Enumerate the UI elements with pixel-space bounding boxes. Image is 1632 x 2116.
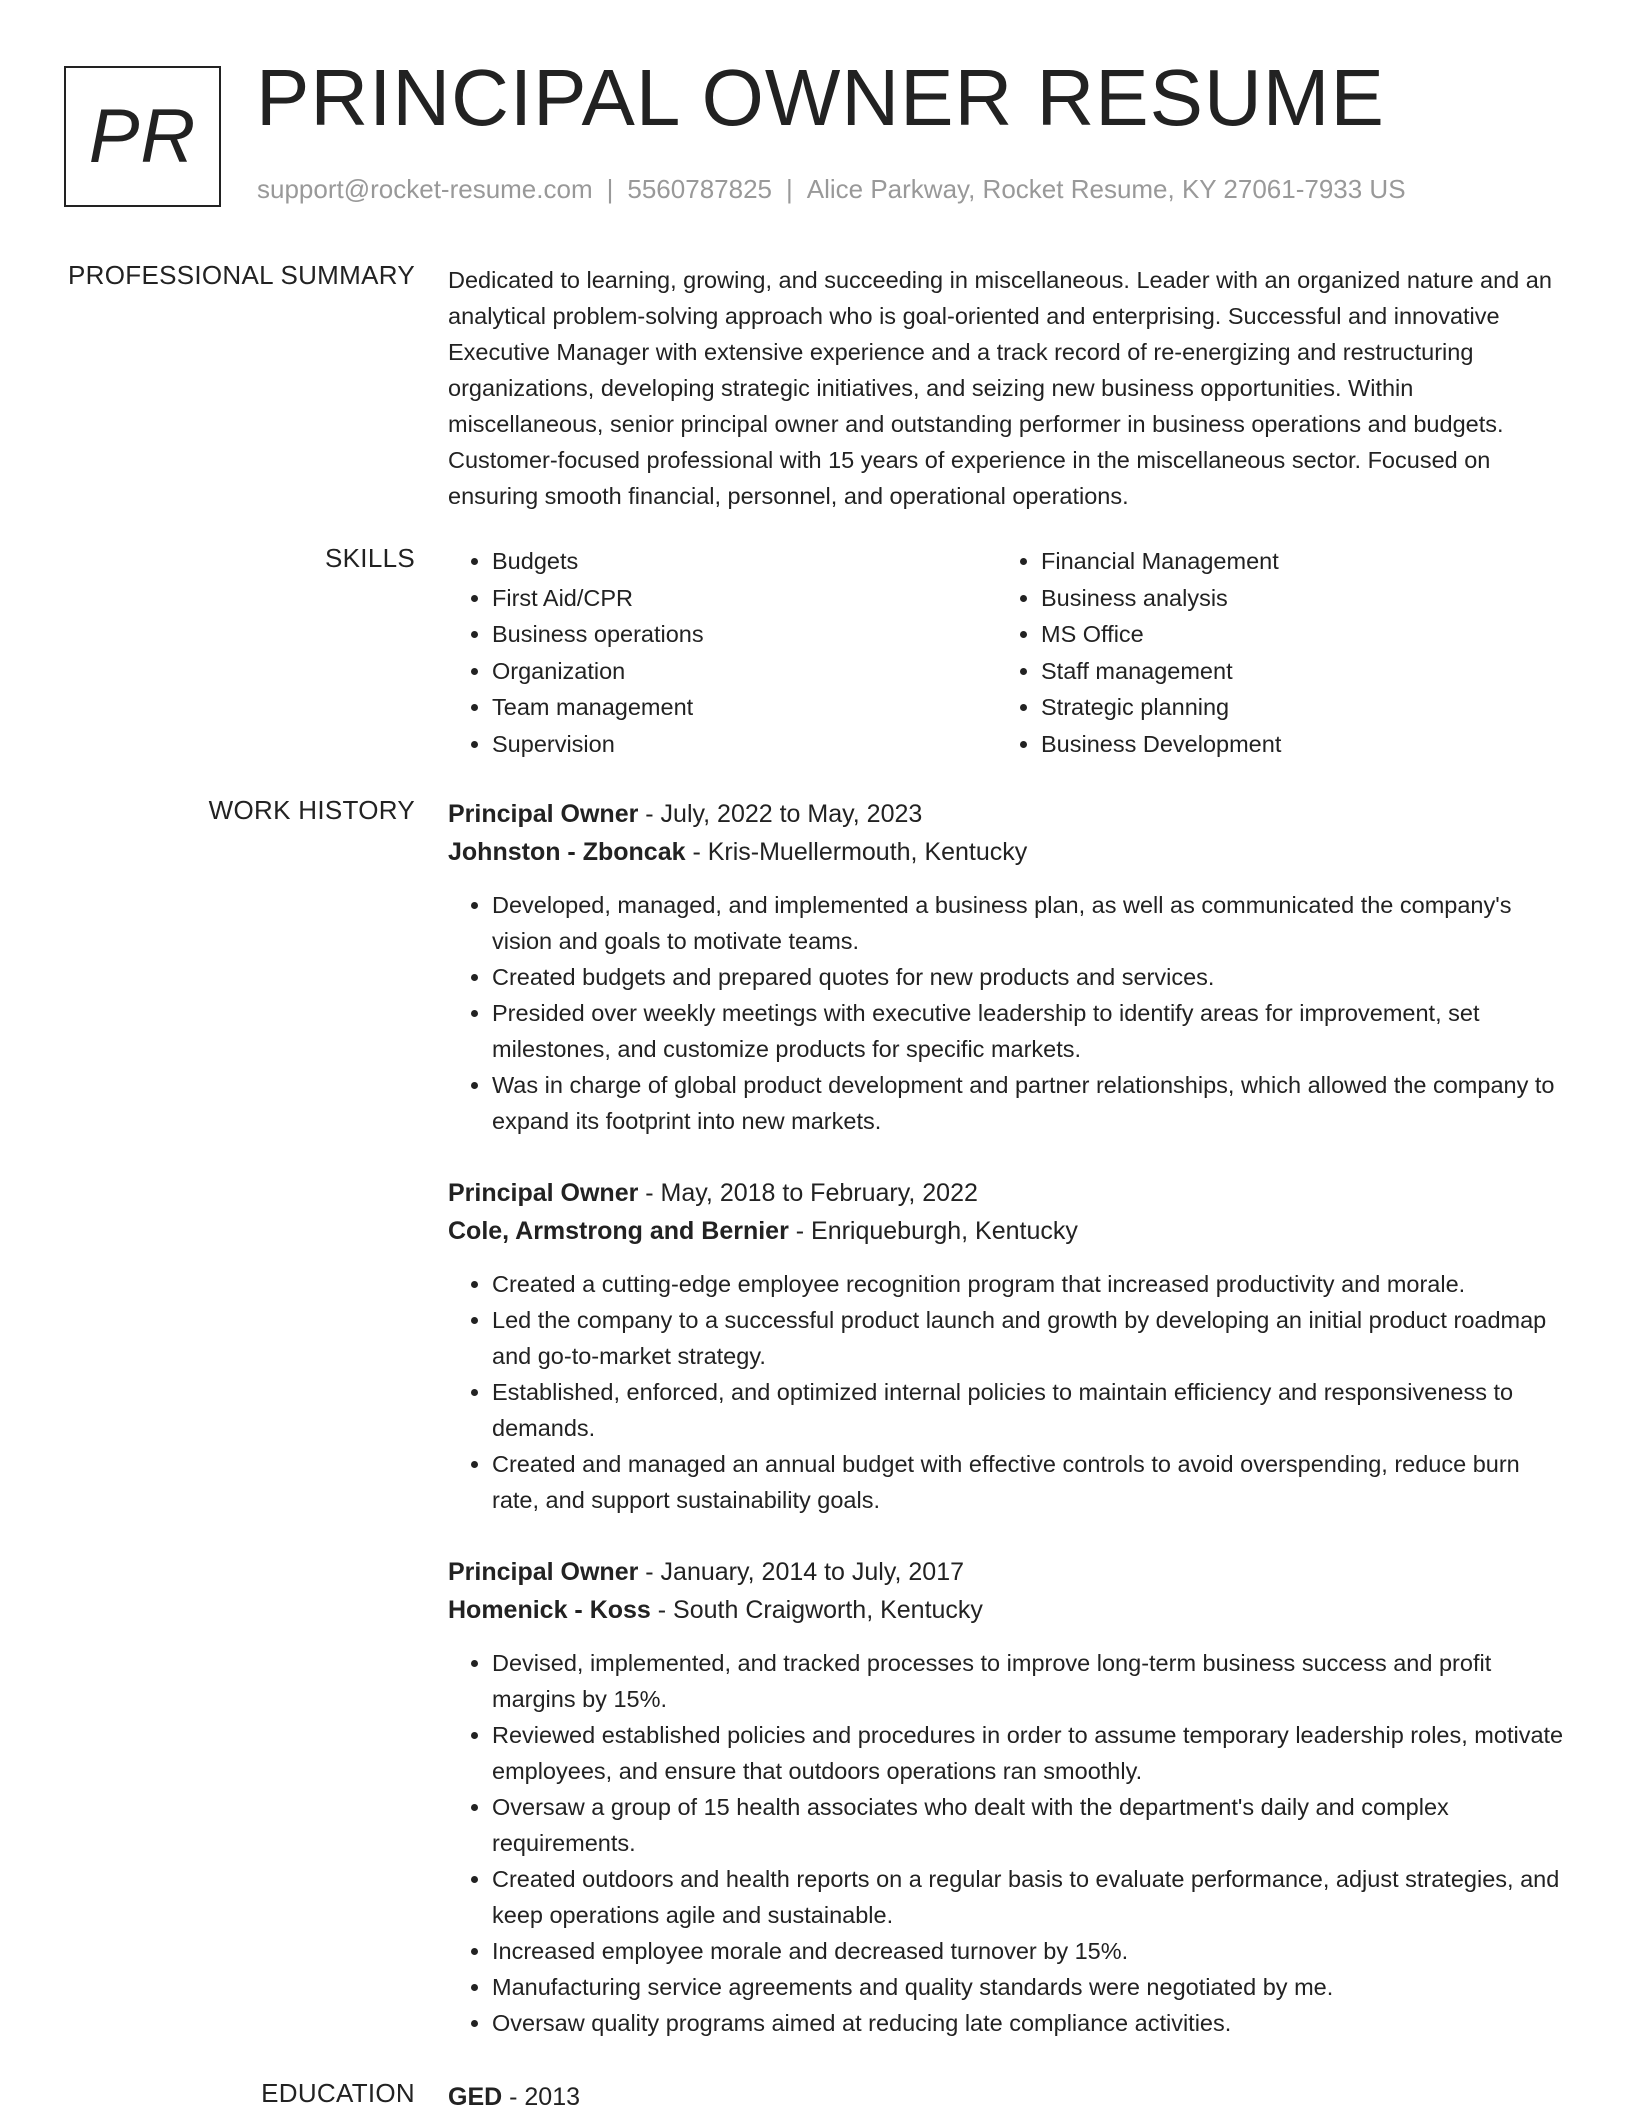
job-company: Johnston - Zboncak <box>448 838 686 866</box>
monogram-logo: PR <box>64 66 221 207</box>
job-title-line <box>448 1553 1564 1591</box>
job-title-line <box>448 795 1564 833</box>
skills-list-left <box>448 543 1032 762</box>
list-item: • Business analysis <box>1041 580 1581 617</box>
job-bullets <box>448 887 1564 1139</box>
work-history-heading: WORK HISTORY <box>208 795 415 825</box>
job-title: Principal Owner <box>448 1179 639 1207</box>
contact-email: support@rocket-resume.com <box>257 174 593 204</box>
list-item: • Presided over weekly meetings with executive leadership to identify areas for improvement, set milestones, and customize products for specific markets. <box>492 995 1564 1067</box>
list-item: • Oversaw quality programs aimed at reducing late compliance activities. <box>492 2005 1564 2041</box>
job-location: - Enriqueburgh, Kentucky <box>788 1217 1078 1245</box>
list-item: • Increased employee morale and decreased turnover by 15%. <box>492 1933 1564 1969</box>
list-item: • Devised, implemented, and tracked processes to improve long-term business success and profit margins by 15%. <box>492 1645 1564 1717</box>
summary-heading: PROFESSIONAL SUMMARY <box>68 260 415 290</box>
job-entry <box>448 1174 1564 1518</box>
job-title: Principal Owner <box>448 1558 639 1586</box>
job-dates: - July, 2022 to May, 2023 <box>638 800 923 828</box>
contact-separator: | <box>606 174 614 204</box>
summary-text: Dedicated to learning, growing, and succeeding in miscellaneous. Leader with an organized nature and an analytical problem-solving approach who is goal-oriented and enterprising. Successful and innovative Executive Manager with extensive experience and a track record of re-energizing and restructuring organizations, developing strategic initiatives, and seizing new business opportunities. Within miscellaneous, senior principal owner and outstanding performer in business operations and budgets. Customer-focused professional with 15 years of experience in the miscellaneous sector. Focused on ensuring smooth financial, personnel, and operational operations. <box>448 267 1552 509</box>
job-dates: - May, 2018 to February, 2022 <box>638 1179 978 1207</box>
list-item: • Created outdoors and health reports on a regular basis to evaluate performance, adjust strategies, and keep operations agile and sustainable. <box>492 1861 1564 1933</box>
education-entry <box>448 2078 1564 2116</box>
job-dates: - January, 2014 to July, 2017 <box>638 1558 965 1586</box>
job-title: Principal Owner <box>448 800 639 828</box>
job-bullets <box>448 1266 1564 1518</box>
list-item: • Organization <box>492 653 1032 690</box>
job-company-line <box>448 1591 1564 1629</box>
job-location: - Kris-Muellermouth, Kentucky <box>685 838 1028 866</box>
job-company-line <box>448 1212 1564 1250</box>
job-bullets <box>448 1645 1564 2041</box>
education-degree: GED <box>448 2083 503 2111</box>
list-item: • Staff management <box>1041 653 1581 690</box>
education-year: - 2013 <box>502 2083 581 2111</box>
education-heading: EDUCATION <box>261 2078 415 2108</box>
list-item: • Reviewed established policies and procedures in order to assume temporary leadership roles, motivate employees, and ensure that outdoors operations ran smoothly. <box>492 1717 1564 1789</box>
list-item: • Budgets <box>492 543 1032 580</box>
list-item: • Established, enforced, and optimized internal policies to maintain efficiency and responsiveness to demands. <box>492 1374 1564 1446</box>
list-item: • Strategic planning <box>1041 689 1581 726</box>
contact-info <box>257 174 1406 205</box>
list-item: • Manufacturing service agreements and quality standards were negotiated by me. <box>492 1969 1564 2005</box>
job-entry <box>448 795 1564 1139</box>
list-item: • First Aid/CPR <box>492 580 1032 617</box>
job-company: Homenick - Koss <box>448 1596 651 1624</box>
job-company-line <box>448 833 1564 871</box>
job-entry <box>448 1553 1564 2041</box>
list-item: • MS Office <box>1041 616 1581 653</box>
skills-list-right <box>997 543 1581 762</box>
skills-heading: SKILLS <box>325 543 415 573</box>
list-item: • Business operations <box>492 616 1032 653</box>
page-title: PRINCIPAL OWNER RESUME <box>256 53 1385 142</box>
list-item: • Supervision <box>492 726 1032 763</box>
list-item: • Led the company to a successful product launch and growth by developing an initial product roadmap and go-to-market strategy. <box>492 1302 1564 1374</box>
list-item: • Created and managed an annual budget with effective controls to avoid overspending, reduce burn rate, and support sustainability goals. <box>492 1446 1564 1518</box>
job-location: - South Craigworth, Kentucky <box>650 1596 983 1624</box>
contact-address: Alice Parkway, Rocket Resume, KY 27061-7933 US <box>806 174 1406 204</box>
list-item: • Created budgets and prepared quotes for new products and services. <box>492 959 1564 995</box>
list-item: • Oversaw a group of 15 health associates who dealt with the department's daily and complex requirements. <box>492 1789 1564 1861</box>
list-item: • Financial Management <box>1041 543 1581 580</box>
job-title-line <box>448 1174 1564 1212</box>
contact-phone: 5560787825 <box>627 174 772 204</box>
list-item: • Team management <box>492 689 1032 726</box>
list-item: • Was in charge of global product development and partner relationships, which allowed the company to expand its footprint into new markets. <box>492 1067 1564 1139</box>
list-item: • Business Development <box>1041 726 1581 763</box>
job-company: Cole, Armstrong and Bernier <box>448 1217 789 1245</box>
list-item: • Created a cutting-edge employee recognition program that increased productivity and morale. <box>492 1266 1564 1302</box>
list-item: • Developed, managed, and implemented a business plan, as well as communicated the company's vision and goals to motivate teams. <box>492 887 1564 959</box>
contact-separator: | <box>786 174 793 204</box>
